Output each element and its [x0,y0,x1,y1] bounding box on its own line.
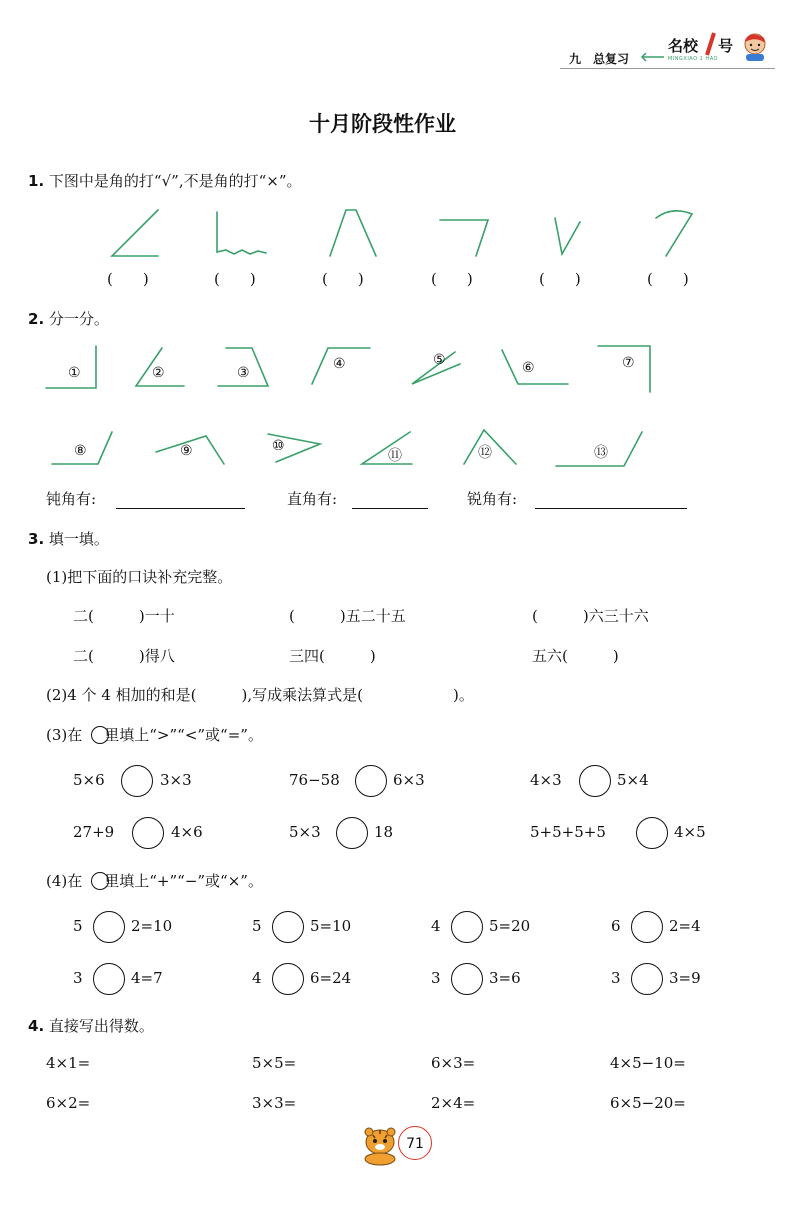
q3-part3-post: 里填上“>”“<”或“=”。 [104,726,263,744]
op-8-right: 3=9 [669,969,701,987]
q2-shape-label-7: ⑦ [622,355,635,371]
mascot-boy-icon [738,30,772,62]
cmp-4-left: 27+9 [73,823,115,841]
tiger-mascot-icon [357,1126,403,1166]
q3-part4-circle-icon [91,872,109,890]
q2-obtuse-label: 钝角有: [46,490,97,508]
q2-figures [40,340,660,475]
q3-rhyme-1: 二( )一十 [73,607,175,625]
op-6-right: 6=24 [310,969,352,987]
q2-shape-label-6: ⑥ [522,360,535,376]
page-title: 十月阶段性作业 [309,112,456,136]
q2-shape-label-9: ⑨ [180,443,193,459]
q4-item-6: 3×3= [252,1094,297,1112]
q4-item-4: 4×5−10= [610,1054,686,1072]
cmp-1-left: 5×6 [73,771,105,789]
op-1-right: 2=10 [131,917,173,935]
op-1-left: 5 [73,917,83,935]
q1-figure-5 [555,218,580,254]
brand-subtitle: MINGXIAO 1 HAO [668,56,718,62]
q4-item-1: 4×1= [46,1054,91,1072]
q3-part3-circle-icon [91,726,109,744]
op-6-circle[interactable] [272,963,304,995]
q1-text: 下图中是角的打“√”,不是角的打“×”。 [48,172,302,190]
cmp-2-left: 76−58 [289,771,340,789]
q1-answer-6[interactable]: ( ) [647,270,689,288]
q2-shape-label-3: ③ [237,365,250,381]
q1-heading: 1. 下图中是角的打“√”,不是角的打“×”。 [28,172,302,190]
q3-part1: (1)把下面的口诀补充完整。 [46,568,233,586]
cmp-2-circle[interactable] [355,765,387,797]
q3-rhyme-2: ( )五二十五 [289,607,406,625]
q3-rhyme-6: 五六( ) [532,647,619,665]
q2-angle-6 [502,350,568,384]
q4-item-8: 6×5−20= [610,1094,686,1112]
op-2-circle[interactable] [272,911,304,943]
q3-part4-post: 里填上“+”“−”或“×”。 [104,872,263,890]
q2-shape-label-2: ② [152,365,165,381]
q2-obtuse-blank[interactable] [116,508,245,509]
q2-number: 2 [28,310,39,328]
brand-slash-icon [704,32,718,56]
op-7-left: 3 [431,969,441,987]
op-3-left: 4 [431,917,441,935]
q1-answer-5[interactable]: ( ) [539,270,581,288]
op-3-right: 5=20 [489,917,531,935]
cmp-3-left: 4×3 [530,771,562,789]
cmp-5-left: 5×3 [289,823,321,841]
q1-figure-6 [656,211,692,256]
cmp-2-right: 6×3 [393,771,425,789]
q4-item-7: 2×4= [431,1094,476,1112]
cmp-6-circle[interactable] [636,817,668,849]
q3-part4-pre: (4)在 [46,872,83,890]
page-number-circle [398,1126,432,1160]
q4-item-5: 6×2= [46,1094,91,1112]
q3-part2: (2)4 个 4 相加的和是( ),写成乘法算式是( )。 [46,686,474,704]
op-4-left: 6 [611,917,621,935]
q2-shape-label-1: ① [68,365,81,381]
cmp-4-circle[interactable] [132,817,164,849]
op-7-circle[interactable] [451,963,483,995]
q2-shape-label-8: ⑧ [74,443,87,459]
brand-name: 名校 [668,37,699,55]
q2-shape-label-10: ⑩ [272,438,285,454]
cmp-1-right: 3×3 [160,771,192,789]
q2-right-blank[interactable] [352,508,428,509]
q3-text: 填一填。 [48,530,109,548]
op-6-left: 4 [252,969,262,987]
q3-part4 [46,870,263,891]
cmp-3-circle[interactable] [579,765,611,797]
q1-figure-1 [112,210,158,256]
page-number: 71 [406,1136,424,1152]
q1-figure-4 [440,220,488,256]
op-8-left: 3 [611,969,621,987]
op-1-circle[interactable] [93,911,125,943]
q2-acute-label: 锐角有: [467,490,518,508]
brand-suffix: 号 [718,37,734,55]
q3-rhyme-5: 三四( ) [289,647,376,665]
q4-item-3: 6×3= [431,1054,476,1072]
op-5-circle[interactable] [93,963,125,995]
q1-number: 1 [28,172,39,190]
op-4-right: 2=4 [669,917,701,935]
q2-shape-label-11: ⑪ [388,448,402,464]
q1-answer-3[interactable]: ( ) [322,270,364,288]
op-7-right: 3=6 [489,969,521,987]
cmp-4-right: 4×6 [171,823,203,841]
cmp-1-circle[interactable] [121,765,153,797]
op-8-circle[interactable] [631,963,663,995]
q2-heading: 2. 分一分。 [28,310,109,328]
q1-figures [100,200,720,262]
header-rule [560,68,775,69]
q1-answer-1[interactable]: ( ) [107,270,149,288]
op-2-left: 5 [252,917,262,935]
cmp-6-right: 4×5 [674,823,706,841]
q2-shape-label-13: ⑬ [594,445,608,461]
q2-shape-label-4: ④ [333,356,346,372]
q4-item-2: 5×5= [252,1054,297,1072]
op-3-circle[interactable] [451,911,483,943]
op-5-left: 3 [73,969,83,987]
q2-right-label: 直角有: [287,490,338,508]
op-2-right: 5=10 [310,917,352,935]
q2-shape-label-5: ⑤ [433,352,446,368]
cmp-3-right: 5×4 [617,771,649,789]
q3-part3-pre: (3)在 [46,726,83,744]
op-5-right: 4=7 [131,969,163,987]
cmp-5-circle[interactable] [336,817,368,849]
cmp-6-left: 5+5+5+5 [530,823,606,841]
q2-text: 分一分。 [48,310,109,328]
q4-text: 直接写出得数。 [48,1017,154,1035]
q3-part3 [46,724,263,745]
q3-number: 3 [28,530,39,548]
header-arrow-icon [640,50,668,64]
q1-figure-3 [330,210,376,256]
q1-answer-2[interactable]: ( ) [214,270,256,288]
q2-angle-11 [362,432,412,464]
q1-figure-2 [217,212,266,254]
q4-heading: 4. 直接写出得数。 [28,1017,154,1035]
section-label: 九 总复习 [569,52,630,66]
q1-answer-4[interactable]: ( ) [431,270,473,288]
q4-number: 4 [28,1017,39,1035]
q2-acute-blank[interactable] [535,508,687,509]
q2-shape-label-12: ⑫ [478,445,492,461]
q3-rhyme-4: 二( )得八 [73,647,175,665]
q3-heading: 3. 填一填。 [28,530,109,548]
op-4-circle[interactable] [631,911,663,943]
cmp-5-right: 18 [374,823,394,841]
q3-rhyme-3: ( )六三十六 [532,607,649,625]
